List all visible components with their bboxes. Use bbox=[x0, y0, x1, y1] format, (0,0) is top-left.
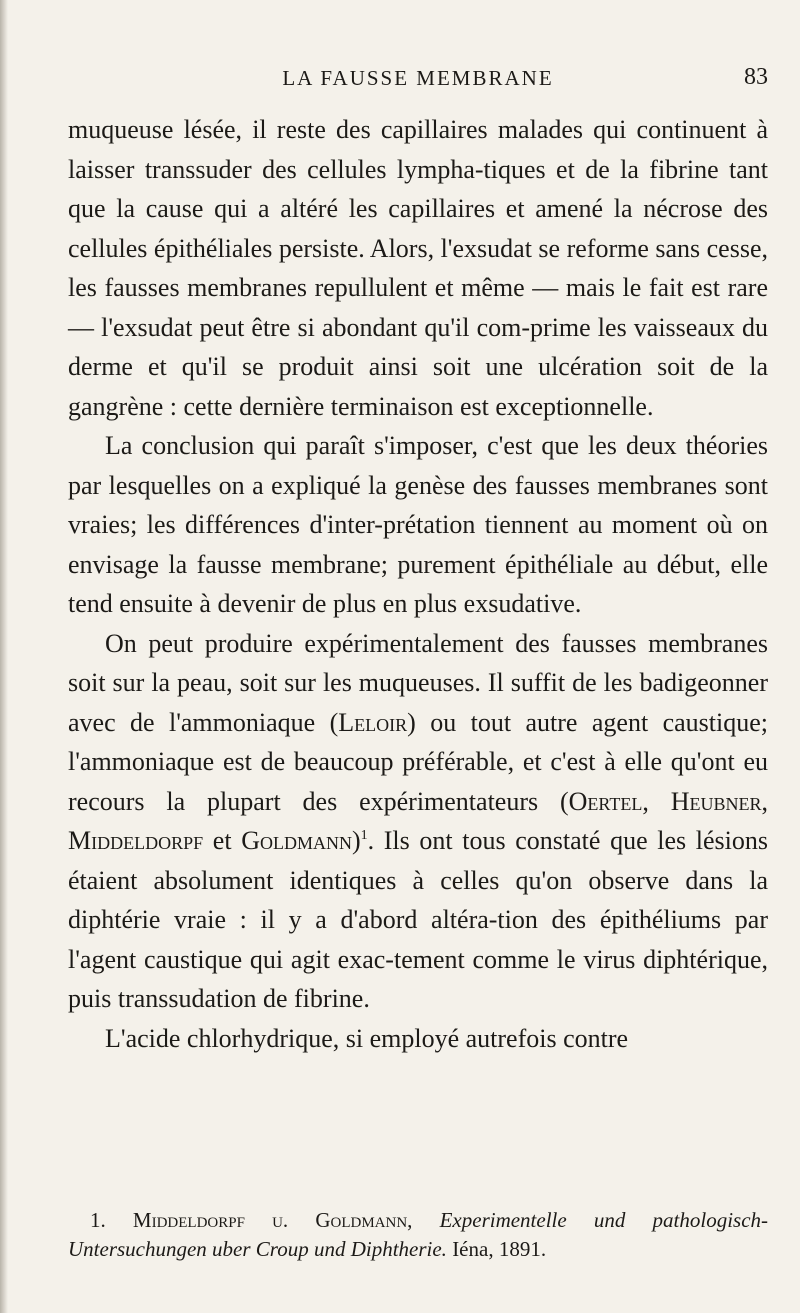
paragraph-3-text-e: . Ils ont tous constaté que les lésions étaient absolument identiques à celles qu'on observe dans la diphtérie vraie : il y a d'abord altéra-tion des épithéliums par l'agent caustique qui agit exac-tement comme le virus diphtérique, puis transsudation de fibrine. bbox=[68, 826, 768, 1013]
page-edge-shadow bbox=[0, 0, 8, 1313]
paragraph-3-text-c: et bbox=[203, 826, 242, 855]
author-name-goldmann: Goldmann bbox=[241, 826, 352, 855]
paragraph-3-text-d: ) bbox=[351, 826, 361, 855]
footnote-number: 1. bbox=[90, 1208, 106, 1232]
footnote-authors: Middeldorpf u. Goldmann, bbox=[132, 1208, 413, 1232]
running-head: LA FAUSSE MEMBRANE bbox=[282, 66, 554, 90]
page-number: 83 bbox=[744, 64, 768, 90]
paragraph-1: muqueuse lésée, il reste des capillaires malades qui continuent à laisser transsuder des cellules lympha-tiques et de la fibrine tant que la cause qui a altéré les capillaires et amené la nécrose des cellules épithéliales persiste. Alors, l'exsudat se reforme sans cesse, les fausses membranes repullulent et même — mais le fait est rare — l'exsudat peut être si abondant qu'il com-prime les vaisseaux du derme et qu'il se produit ainsi soit une ulcération soit de la gangrène : cette dernière terminaison est exceptionnelle. bbox=[68, 115, 768, 421]
author-name-leloir: Leloir bbox=[338, 707, 408, 737]
author-names-group: Oertel, Heubner, Middeldorpf bbox=[68, 786, 768, 855]
footnote-title: Experimentelle und pathologisch-Untersuchungen uber Croup und Diphtherie. bbox=[68, 1208, 769, 1261]
footnote bbox=[68, 1206, 768, 1264]
paragraph-3-text-a: On peut produire expérimentalement des fausses membranes soit sur la peau, soit sur les muqueuses. Il suffit de les badigeonner avec de l'ammoniaque ( bbox=[68, 628, 768, 737]
paragraph-2: La conclusion qui paraît s'imposer, c'est que les deux théories par lesquelles on a expliqué la genèse des fausses membranes sont vraies; les différences d'inter-prétation tiennent au moment où on envisage la fausse membrane; purement épithéliale au début, elle tend ensuite à devenir de plus en plus exsudative. bbox=[68, 431, 768, 618]
page-header bbox=[68, 66, 768, 100]
footnote-reference[interactable]: 1 bbox=[360, 828, 368, 843]
footnote-place-year: Iéna, 1891. bbox=[452, 1237, 547, 1261]
paragraph-3-text-b: ) ou tout autre agent caustique; l'ammoniaque est de beaucoup préférable, et c'est à elle qu'ont eu recours la plupart des expérimentateurs ( bbox=[68, 707, 768, 816]
paragraph-3 bbox=[68, 624, 768, 1019]
body-text bbox=[68, 110, 768, 1058]
paragraph-4: L'acide chlorhydrique, si employé autrefois contre bbox=[105, 1023, 629, 1053]
